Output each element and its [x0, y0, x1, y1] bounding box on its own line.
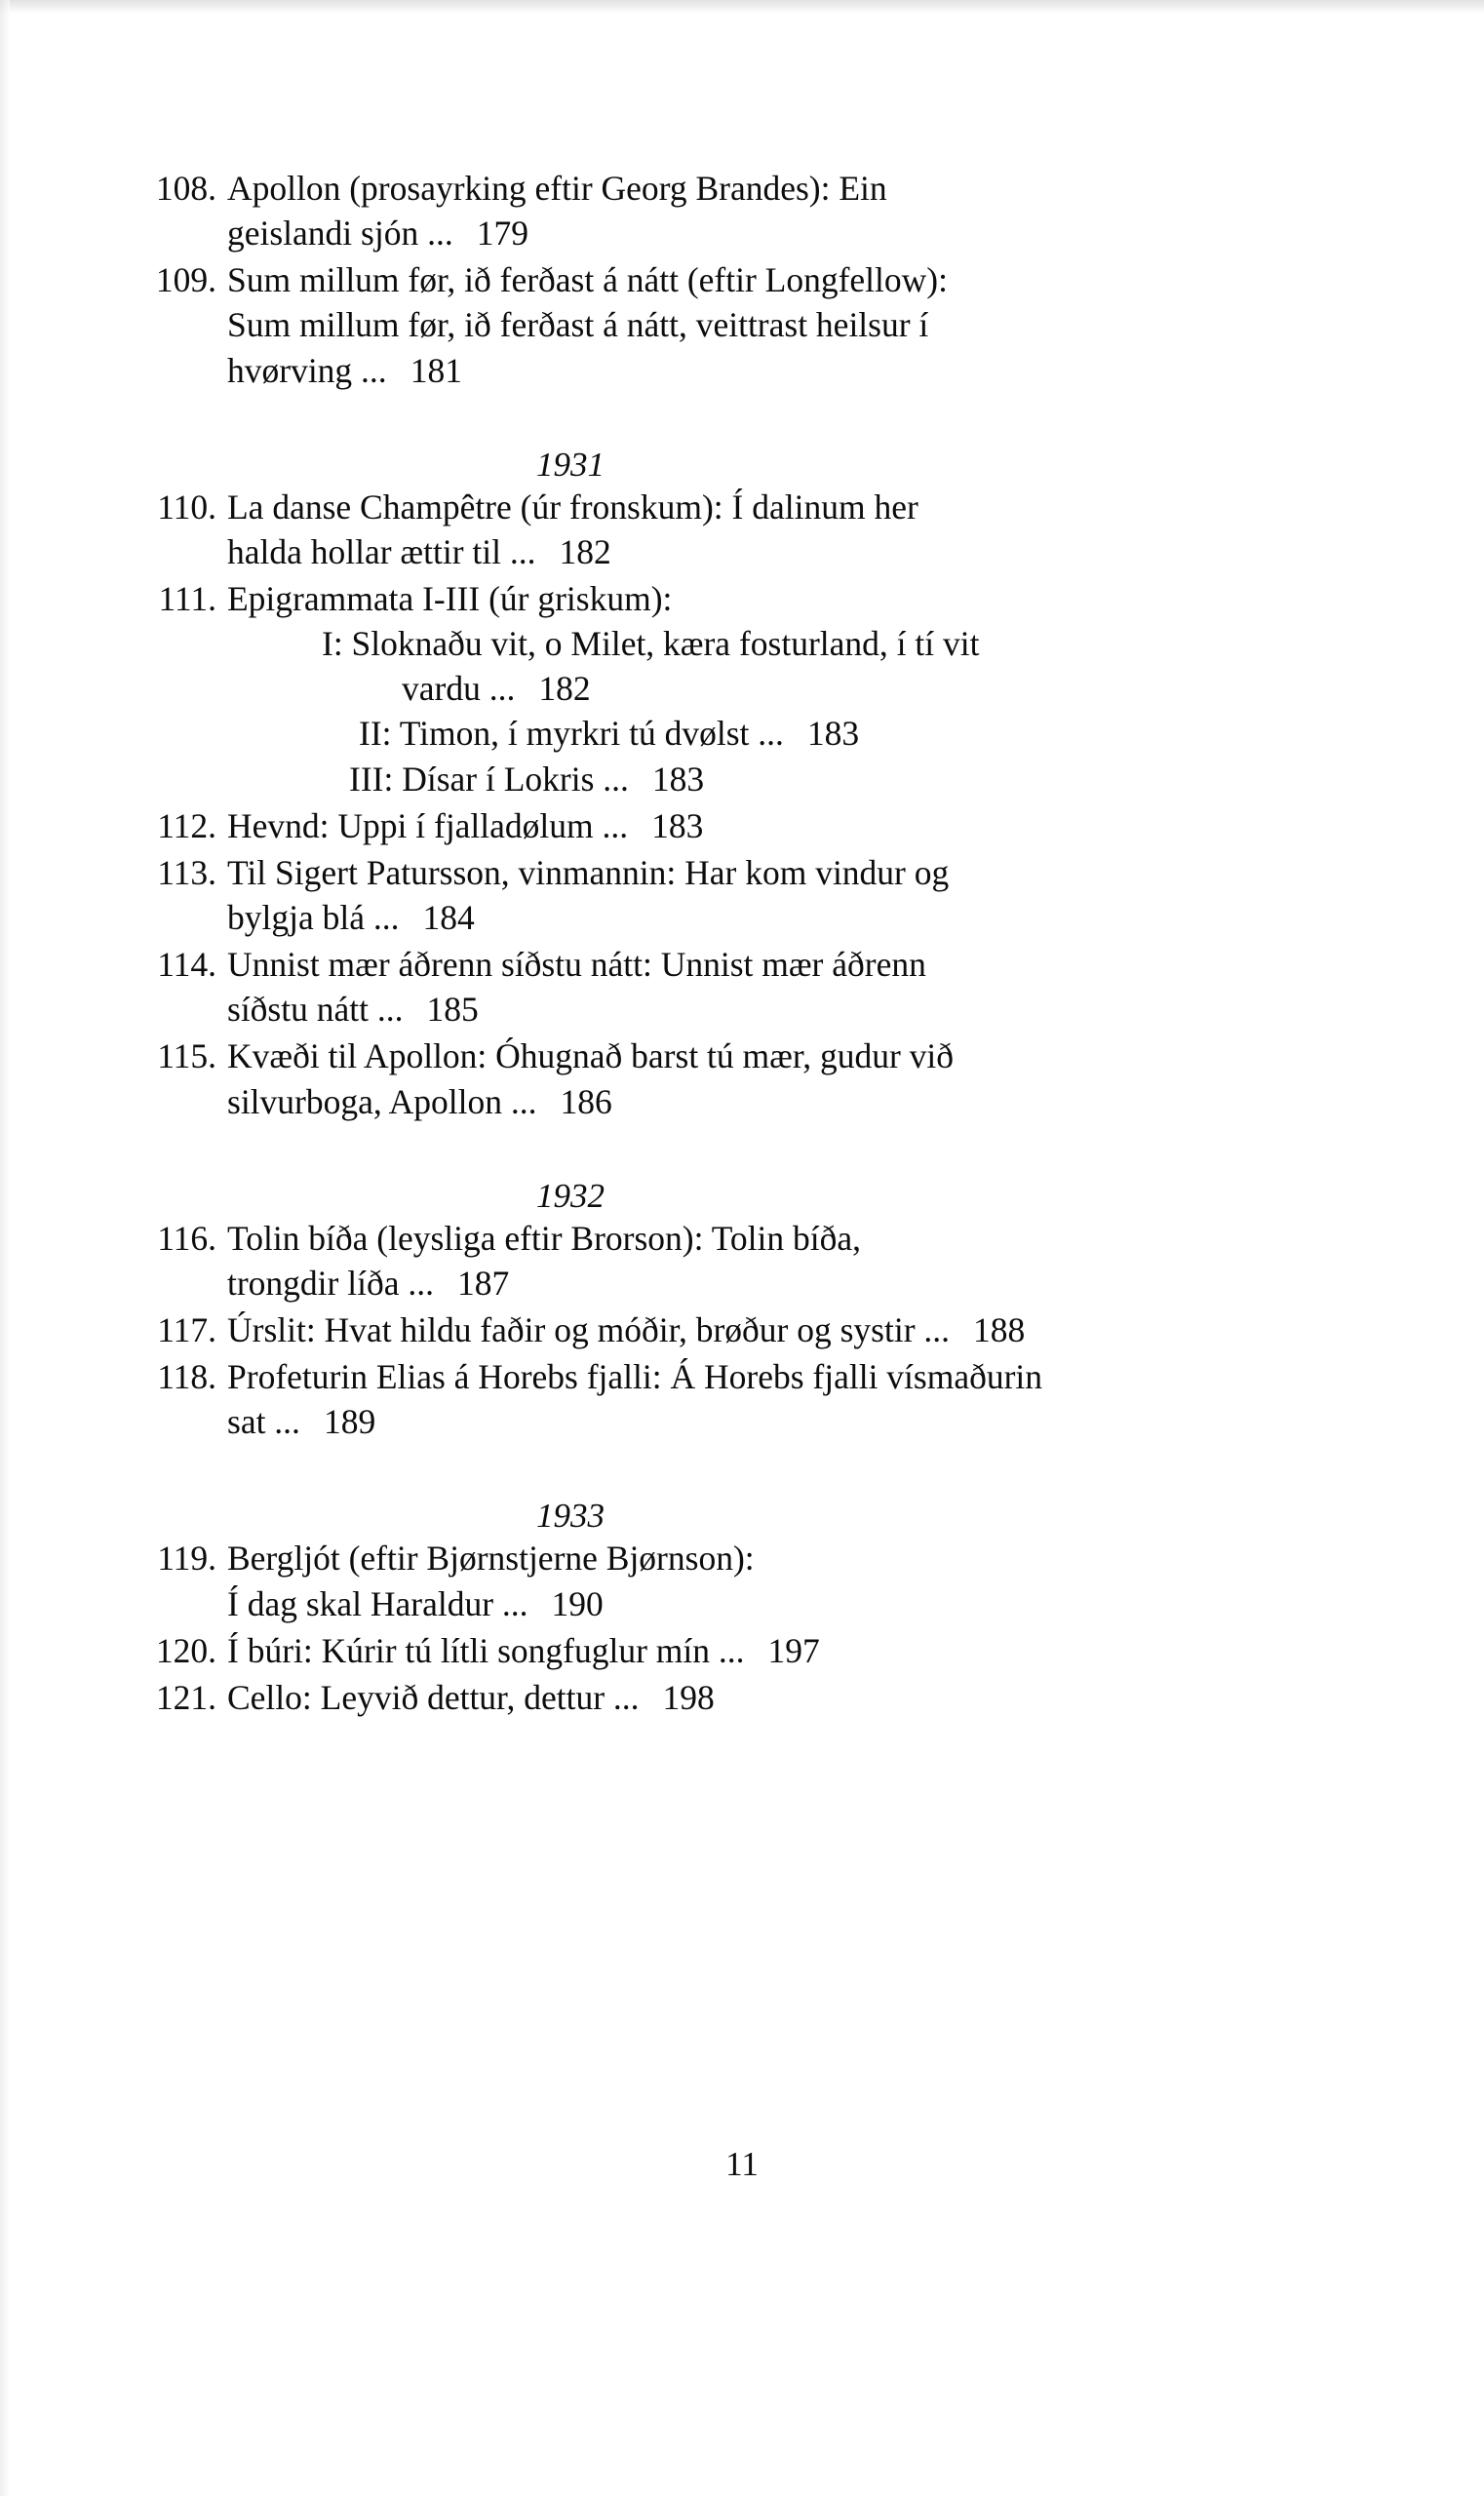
toc-entry-title: Sum millum før, ið ferðast á nátt, veittrast heilsur í: [227, 305, 929, 345]
toc-entry-line: [127, 485, 1365, 529]
toc-entry-line: [127, 576, 1365, 621]
toc-entry-page: 187: [456, 1263, 510, 1303]
toc-entry-line: [127, 1675, 1365, 1720]
toc-entry[interactable]: [127, 166, 1365, 255]
toc-entry-title: Cello: Leyvið dettur, dettur ...: [227, 1677, 640, 1717]
toc-entry-line: [127, 987, 1365, 1032]
toc-entry-title: trongdir líða ...: [227, 1263, 434, 1303]
toc-entry-number: 117.: [157, 1309, 216, 1349]
toc-entry-page: 183: [651, 759, 705, 799]
year-heading: 1932: [536, 1176, 605, 1215]
section-spacer: [127, 1126, 1365, 1177]
toc-entry-line: [127, 757, 1365, 801]
toc-entry-number: 119.: [157, 1539, 216, 1579]
toc-entry-line: [127, 1399, 1365, 1444]
toc-entry-number: 118.: [157, 1357, 216, 1397]
toc-entry-title: Í dag skal Haraldur ...: [227, 1583, 528, 1623]
page-number: 11: [725, 2145, 759, 2183]
toc-entry-title: I: Sloknaðu vit, o Milet, kæra fosturland, í tí vit: [322, 624, 980, 664]
scan-edge-top: [0, 0, 1484, 14]
toc-entry-page: 182: [538, 669, 591, 709]
toc-entry-number: 120.: [155, 1630, 216, 1670]
toc-entry-page: 184: [422, 897, 475, 937]
scan-edge-left: [0, 0, 10, 2496]
toc-entry-line: [127, 1079, 1365, 1124]
toc-entry-title: Profeturin Elias á Horebs fjalli: Á Horebs fjalli vísmaðurin: [227, 1357, 1043, 1397]
toc-entry-number: 113.: [157, 852, 216, 892]
toc-entry-number: 114.: [157, 945, 216, 985]
toc-entry-line: [127, 166, 1365, 211]
toc-entry-title: vardu ...: [402, 669, 516, 709]
toc-entry-line: [127, 1216, 1365, 1261]
toc-entry-line: [127, 257, 1365, 302]
toc-entry-line: [127, 895, 1365, 940]
toc-entry-title: Úrslit: Hvat hildu faðir og móðir, brøður og systir ...: [227, 1309, 951, 1349]
year-heading: 1931: [536, 445, 605, 484]
toc-entry[interactable]: [127, 485, 1365, 574]
toc-entry-page: 189: [323, 1402, 376, 1442]
toc-entry-line: [127, 666, 1365, 711]
toc-entry-title: Epigrammata I-III (úr griskum):: [227, 578, 673, 618]
toc-entry-title: Tolin bíða (leysliga eftir Brorson): Tolin bíða,: [227, 1218, 862, 1258]
toc-entry-line: [127, 1536, 1365, 1580]
toc-entry-title: II: Timon, í myrkri tú dvølst ...: [359, 714, 784, 754]
toc-entry-line: [127, 850, 1365, 895]
toc-entry-page: 181: [410, 350, 462, 390]
toc-entry[interactable]: [127, 1675, 1365, 1720]
toc-entry-title: Bergljót (eftir Bjørnstjerne Bjørnson):: [227, 1539, 755, 1579]
toc-entry[interactable]: [127, 576, 1365, 801]
table-of-contents: [127, 166, 1365, 1722]
toc-entry-page: 198: [662, 1677, 715, 1717]
toc-entry-title: Hevnd: Uppi í fjalladølum ...: [227, 805, 629, 845]
toc-entry-title: Unnist mær áðrenn síðstu nátt: Unnist mær áðrenn: [227, 945, 926, 985]
toc-entry-page: 185: [426, 990, 479, 1030]
toc-entry-number: 115.: [157, 1036, 216, 1076]
toc-entry-line: [127, 1307, 1365, 1352]
toc-entry-page: 190: [551, 1583, 604, 1623]
section-spacer: [127, 395, 1365, 446]
toc-entry-line: [127, 803, 1365, 848]
toc-entry[interactable]: [127, 1628, 1365, 1673]
toc-entry-title: Í búri: Kúrir tú lítli songfuglur mín ...: [227, 1630, 745, 1670]
toc-entry-line: [127, 942, 1365, 987]
toc-entry[interactable]: [127, 803, 1365, 848]
toc-entry-line: [127, 1628, 1365, 1673]
toc-entry[interactable]: [127, 850, 1365, 940]
toc-entry-page: 179: [476, 214, 528, 254]
toc-entry[interactable]: [127, 257, 1365, 392]
toc-entry-page: 183: [806, 714, 860, 754]
toc-entry-number: 121.: [155, 1677, 216, 1717]
toc-entry-page: 186: [560, 1081, 612, 1121]
toc-entry-number: 109.: [155, 260, 216, 300]
section-spacer: [127, 1446, 1365, 1497]
toc-entry-number: 108.: [155, 169, 216, 208]
year-heading: 1933: [536, 1497, 605, 1536]
toc-entry-page: 197: [767, 1630, 820, 1670]
toc-entry-line: [127, 1581, 1365, 1626]
toc-entry-title: Til Sigert Patursson, vinmannin: Har kom vindur og: [227, 852, 950, 892]
toc-entry-title: hvørving ...: [227, 350, 387, 390]
toc-entry-number: 110.: [157, 487, 216, 526]
toc-entry-title: Kvæði til Apollon: Óhugnað barst tú mær, gudur við: [227, 1036, 955, 1076]
toc-entry-title: silvurboga, Apollon ...: [227, 1081, 537, 1121]
toc-entry[interactable]: [127, 1354, 1365, 1444]
toc-entry[interactable]: [127, 1034, 1365, 1123]
toc-entry[interactable]: [127, 1307, 1365, 1352]
toc-entry-page: 183: [651, 805, 704, 845]
toc-entry-page: 188: [973, 1309, 1026, 1349]
toc-entry-title: bylgja blá ...: [227, 897, 400, 937]
toc-entry-line: [127, 529, 1365, 574]
toc-entry-title: síðstu nátt ...: [227, 990, 404, 1030]
toc-entry-line: [127, 1261, 1365, 1306]
toc-entry-title: La danse Champêtre (úr fronskum): Í dalinum her: [227, 487, 918, 526]
toc-entry-title: geislandi sjón ...: [227, 214, 453, 254]
toc-entry[interactable]: [127, 942, 1365, 1032]
toc-entry-line: [127, 621, 1365, 666]
toc-entry-title: halda hollar ættir til ...: [227, 531, 536, 571]
toc-entry-line: [127, 1354, 1365, 1399]
toc-entry-line: [127, 302, 1365, 347]
toc-entry-line: [127, 348, 1365, 393]
toc-entry-title: sat ...: [227, 1402, 300, 1442]
toc-entry-page: 182: [559, 531, 611, 571]
toc-entry-number: 112.: [157, 805, 216, 845]
toc-entry-line: [127, 1034, 1365, 1078]
toc-entry[interactable]: [127, 1536, 1365, 1625]
toc-entry-title: Apollon (prosayrking eftir Georg Brandes): Ein: [227, 169, 887, 208]
toc-entry-number: 111.: [158, 578, 216, 618]
toc-entry-line: [127, 711, 1365, 756]
toc-entry-number: 116.: [157, 1218, 216, 1258]
toc-entry-title: III: Dísar í Lokris ...: [349, 759, 629, 799]
toc-entry-title: Sum millum før, ið ferðast á nátt (eftir Longfellow):: [227, 260, 948, 300]
toc-entry[interactable]: [127, 1216, 1365, 1306]
toc-entry-line: [127, 211, 1365, 255]
